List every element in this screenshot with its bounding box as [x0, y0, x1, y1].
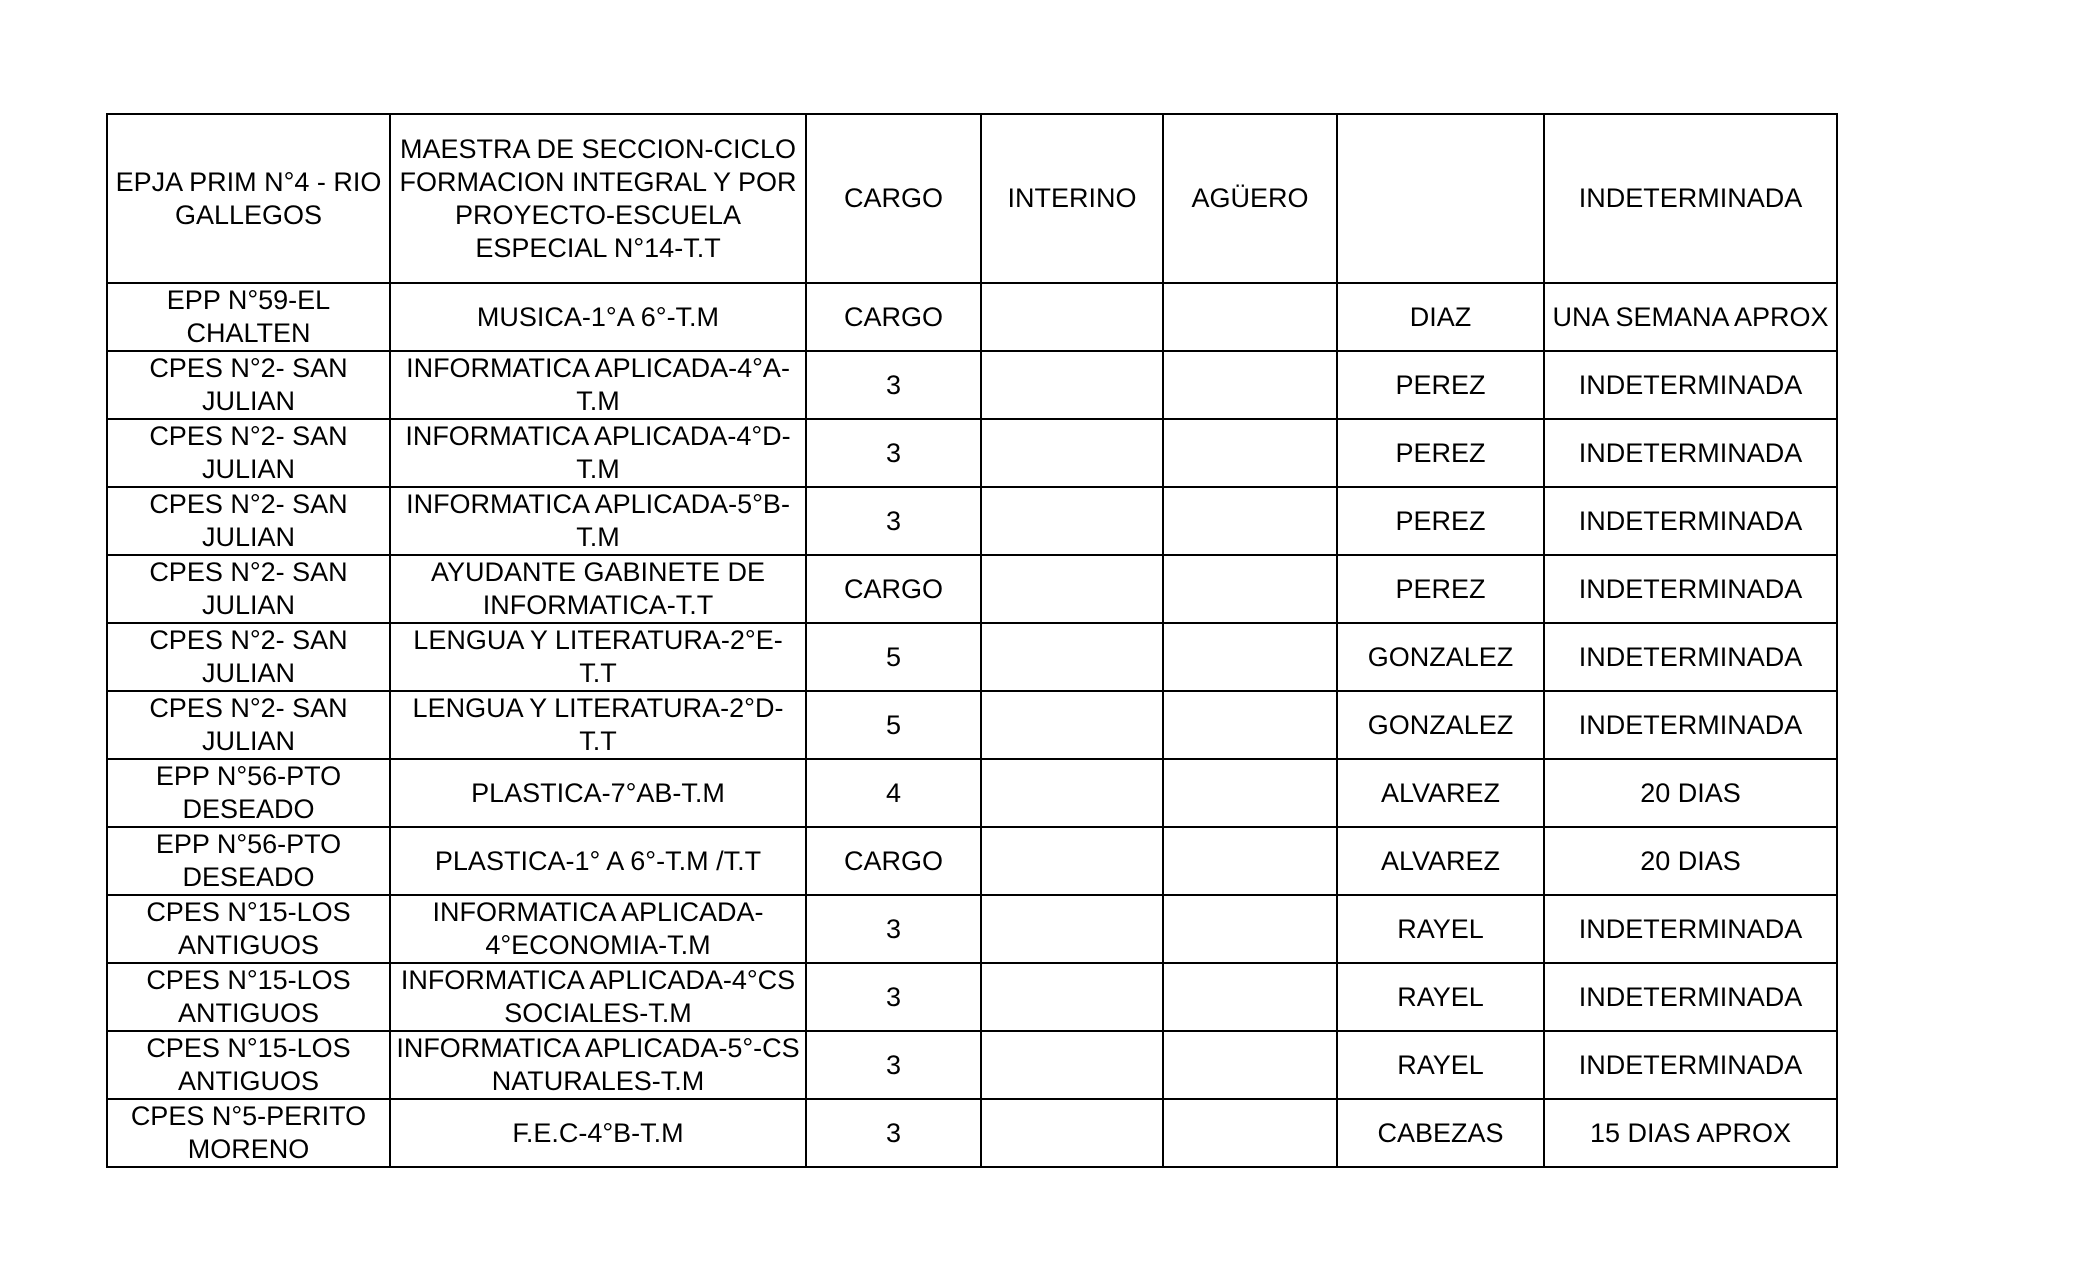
table-row [107, 1031, 1837, 1099]
status-cell [981, 351, 1163, 419]
duration-cell: INDETERMINADA [1544, 487, 1837, 555]
holder-cell [1163, 283, 1337, 351]
hours-cell: 5 [806, 691, 981, 759]
table-row [107, 351, 1837, 419]
duration-cell: 20 DIAS [1544, 759, 1837, 827]
table-row [107, 827, 1837, 895]
hours-cell: CARGO [806, 283, 981, 351]
school-cell: CPES N°2- SAN JULIAN [107, 419, 390, 487]
substitute-cell: PEREZ [1337, 487, 1544, 555]
status-cell: INTERINO [981, 114, 1163, 283]
holder-cell [1163, 419, 1337, 487]
table-row [107, 895, 1837, 963]
school-cell: CPES N°2- SAN JULIAN [107, 691, 390, 759]
duration-cell: INDETERMINADA [1544, 114, 1837, 283]
school-cell: CPES N°5-PERITO MORENO [107, 1099, 390, 1167]
subject-cell: INFORMATICA APLICADA-4°D-T.M [390, 419, 806, 487]
school-cell: EPP N°56-PTO DESEADO [107, 827, 390, 895]
subject-cell: MAESTRA DE SECCION-CICLO FORMACION INTEGRAL Y POR PROYECTO-ESCUELA ESPECIAL N°14-T.T [390, 114, 806, 283]
hours-cell: 3 [806, 419, 981, 487]
table-body [107, 114, 1837, 1167]
school-cell: CPES N°15-LOS ANTIGUOS [107, 963, 390, 1031]
school-cell: EPP N°56-PTO DESEADO [107, 759, 390, 827]
duration-cell: INDETERMINADA [1544, 1031, 1837, 1099]
duration-cell: INDETERMINADA [1544, 419, 1837, 487]
subject-cell: INFORMATICA APLICADA-4°ECONOMIA-T.M [390, 895, 806, 963]
status-cell [981, 759, 1163, 827]
hours-cell: 4 [806, 759, 981, 827]
school-cell: CPES N°15-LOS ANTIGUOS [107, 895, 390, 963]
substitute-cell: GONZALEZ [1337, 623, 1544, 691]
subject-cell: F.E.C-4°B-T.M [390, 1099, 806, 1167]
holder-cell: AGÜERO [1163, 114, 1337, 283]
status-cell [981, 1031, 1163, 1099]
holder-cell [1163, 895, 1337, 963]
table-row [107, 963, 1837, 1031]
hours-cell: 3 [806, 351, 981, 419]
table-row [107, 555, 1837, 623]
substitute-cell: PEREZ [1337, 419, 1544, 487]
school-cell: CPES N°2- SAN JULIAN [107, 351, 390, 419]
duration-cell: 20 DIAS [1544, 827, 1837, 895]
hours-cell: 3 [806, 487, 981, 555]
hours-cell: 3 [806, 1099, 981, 1167]
school-cell: CPES N°15-LOS ANTIGUOS [107, 1031, 390, 1099]
holder-cell [1163, 691, 1337, 759]
table-row [107, 623, 1837, 691]
assignments-table [106, 113, 1838, 1168]
holder-cell [1163, 1031, 1337, 1099]
holder-cell [1163, 759, 1337, 827]
table-row [107, 283, 1837, 351]
holder-cell [1163, 963, 1337, 1031]
substitute-cell: RAYEL [1337, 963, 1544, 1031]
status-cell [981, 555, 1163, 623]
substitute-cell: ALVAREZ [1337, 759, 1544, 827]
holder-cell [1163, 555, 1337, 623]
hours-cell: 3 [806, 895, 981, 963]
duration-cell: INDETERMINADA [1544, 963, 1837, 1031]
table-row [107, 419, 1837, 487]
hours-cell: 5 [806, 623, 981, 691]
subject-cell: AYUDANTE GABINETE DE INFORMATICA-T.T [390, 555, 806, 623]
table-row [107, 691, 1837, 759]
subject-cell: INFORMATICA APLICADA-5°-CS NATURALES-T.M [390, 1031, 806, 1099]
hours-cell: CARGO [806, 114, 981, 283]
substitute-cell [1337, 114, 1544, 283]
status-cell [981, 895, 1163, 963]
table-row [107, 759, 1837, 827]
duration-cell: INDETERMINADA [1544, 555, 1837, 623]
school-cell: CPES N°2- SAN JULIAN [107, 555, 390, 623]
status-cell [981, 283, 1163, 351]
status-cell [981, 691, 1163, 759]
substitute-cell: DIAZ [1337, 283, 1544, 351]
holder-cell [1163, 351, 1337, 419]
status-cell [981, 963, 1163, 1031]
duration-cell: INDETERMINADA [1544, 351, 1837, 419]
holder-cell [1163, 1099, 1337, 1167]
school-cell: CPES N°2- SAN JULIAN [107, 487, 390, 555]
duration-cell: UNA SEMANA APROX [1544, 283, 1837, 351]
status-cell [981, 827, 1163, 895]
subject-cell: LENGUA Y LITERATURA-2°E-T.T [390, 623, 806, 691]
hours-cell: 3 [806, 1031, 981, 1099]
subject-cell: PLASTICA-1° A 6°-T.M /T.T [390, 827, 806, 895]
school-cell: EPJA PRIM N°4 - RIO GALLEGOS [107, 114, 390, 283]
hours-cell: CARGO [806, 555, 981, 623]
subject-cell: INFORMATICA APLICADA-4°A-T.M [390, 351, 806, 419]
table-row [107, 1099, 1837, 1167]
holder-cell [1163, 487, 1337, 555]
substitute-cell: PEREZ [1337, 351, 1544, 419]
status-cell [981, 1099, 1163, 1167]
hours-cell: 3 [806, 963, 981, 1031]
duration-cell: INDETERMINADA [1544, 691, 1837, 759]
subject-cell: LENGUA Y LITERATURA-2°D-T.T [390, 691, 806, 759]
substitute-cell: PEREZ [1337, 555, 1544, 623]
substitute-cell: CABEZAS [1337, 1099, 1544, 1167]
holder-cell [1163, 827, 1337, 895]
school-cell: CPES N°2- SAN JULIAN [107, 623, 390, 691]
school-cell: EPP N°59-EL CHALTEN [107, 283, 390, 351]
substitute-cell: RAYEL [1337, 895, 1544, 963]
subject-cell: INFORMATICA APLICADA-5°B-T.M [390, 487, 806, 555]
substitute-cell: ALVAREZ [1337, 827, 1544, 895]
status-cell [981, 419, 1163, 487]
duration-cell: 15 DIAS APROX [1544, 1099, 1837, 1167]
duration-cell: INDETERMINADA [1544, 895, 1837, 963]
hours-cell: CARGO [806, 827, 981, 895]
table-row [107, 114, 1837, 283]
substitute-cell: RAYEL [1337, 1031, 1544, 1099]
holder-cell [1163, 623, 1337, 691]
subject-cell: MUSICA-1°A 6°-T.M [390, 283, 806, 351]
duration-cell: INDETERMINADA [1544, 623, 1837, 691]
table-row [107, 487, 1837, 555]
subject-cell: PLASTICA-7°AB-T.M [390, 759, 806, 827]
status-cell [981, 623, 1163, 691]
subject-cell: INFORMATICA APLICADA-4°CS SOCIALES-T.M [390, 963, 806, 1031]
status-cell [981, 487, 1163, 555]
substitute-cell: GONZALEZ [1337, 691, 1544, 759]
